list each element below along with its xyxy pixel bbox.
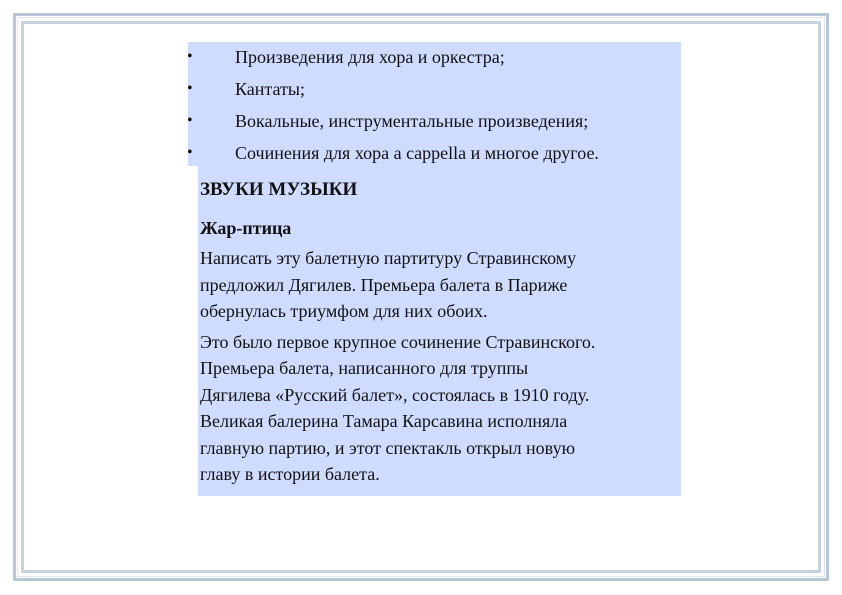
paragraph-line: Это было первое крупное сочинение Стравинского. (200, 331, 596, 352)
bullet-icon: • (187, 80, 193, 97)
bullet-item (188, 42, 681, 74)
bullet-item (188, 74, 681, 106)
paragraph-line: обернулась триумфом для них обоих. (200, 301, 488, 321)
bullet-icon: • (187, 48, 193, 65)
paragraph-line: Премьера балета, написанного для труппы (200, 358, 529, 378)
bullet-text: Произведения для хора и оркестра; (235, 47, 505, 67)
bullet-icon: • (187, 144, 193, 161)
bullet-item (188, 106, 681, 138)
section-heading: ЗВУКИ МУЗЫКИ (200, 179, 358, 200)
paragraph-1 (200, 245, 679, 325)
bullet-text: Сочинения для хора а cappella и многое другое. (235, 143, 599, 163)
bullet-text: Кантаты; (235, 79, 305, 99)
bullet-text: Вокальные, инструментальные произведения; (235, 111, 589, 131)
article-subheading: Жар-птица (200, 218, 292, 238)
article-block (198, 166, 681, 496)
paragraph-line: предложил Дягилев. Премьера балета в Париже (200, 274, 568, 295)
paragraph-line: Дягилева «Русский балет», состоялась в 1910 году. (200, 384, 590, 405)
paragraph-2 (200, 329, 679, 488)
paragraph-line: главу в истории балета. (200, 464, 380, 484)
paragraph-line: Великая балерина Тамара Карсавина исполняла (200, 411, 568, 431)
paragraph-line: главную партию, и этот спектакль открыл новую (200, 437, 576, 458)
bullet-list (188, 42, 681, 166)
bullet-icon: • (187, 112, 193, 129)
paragraph-line: Написать эту балетную партитуру Стравинскому (200, 248, 577, 268)
